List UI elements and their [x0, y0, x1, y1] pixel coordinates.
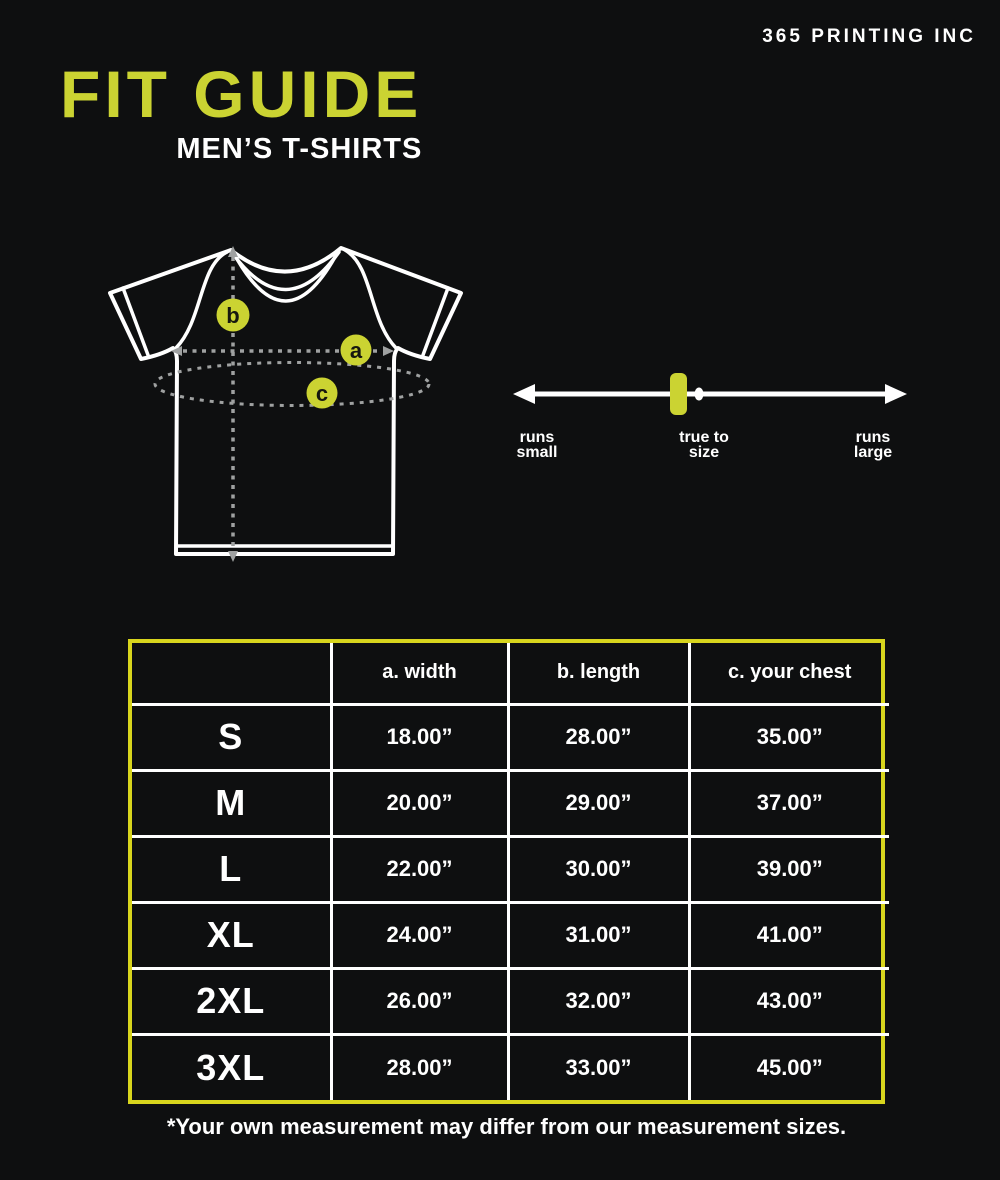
- table-row: [132, 1034, 889, 1100]
- page-title: FIT GUIDE: [60, 57, 423, 131]
- table-row: [132, 902, 889, 968]
- scale-label-line: small: [516, 444, 558, 461]
- scale-label-runs-small: [482, 430, 592, 460]
- tshirt-outline: [110, 248, 461, 554]
- table-row: [132, 704, 889, 770]
- size-cell: 2XL: [132, 968, 331, 1034]
- scale-label-line: runs: [519, 429, 555, 446]
- chest-cell: 35.00”: [689, 704, 889, 770]
- chest-marker-c: [307, 378, 338, 409]
- chest-cell: 39.00”: [689, 836, 889, 902]
- width-cell: 20.00”: [331, 770, 508, 836]
- page-subtitle: MEN’S T-SHIRTS: [176, 133, 423, 166]
- scale-label-true-to-size: [649, 430, 759, 460]
- width-cell: 24.00”: [331, 902, 508, 968]
- size-cell: M: [132, 770, 331, 836]
- width-cell: 28.00”: [331, 1034, 508, 1100]
- chest-cell: 45.00”: [689, 1034, 889, 1100]
- header-chest: c. your chest: [689, 643, 889, 704]
- chest-cell: 43.00”: [689, 968, 889, 1034]
- size-table: [128, 639, 885, 1104]
- length-cell: 32.00”: [508, 968, 689, 1034]
- width-cell: 26.00”: [331, 968, 508, 1034]
- svg-text:a: a: [349, 338, 363, 363]
- scale-label-line: large: [853, 444, 893, 461]
- tshirt-diagram: [103, 238, 468, 573]
- length-cell: 31.00”: [508, 902, 689, 968]
- size-cell: XL: [132, 902, 331, 968]
- width-marker-a: [341, 335, 372, 366]
- table-row: [132, 770, 889, 836]
- table-row: [132, 836, 889, 902]
- length-cell: 29.00”: [508, 770, 689, 836]
- scale-label-line: runs: [855, 429, 891, 446]
- scale-right-arrowhead: [885, 384, 907, 404]
- scale-label-line: size: [688, 444, 720, 461]
- chest-cell: 41.00”: [689, 902, 889, 968]
- width-cell: 18.00”: [331, 704, 508, 770]
- table-header-row: [132, 643, 889, 704]
- header-width: a. width: [331, 643, 508, 704]
- length-cell: 28.00”: [508, 704, 689, 770]
- size-cell: 3XL: [132, 1034, 331, 1100]
- length-marker-b: [217, 299, 250, 332]
- scale-tick-dot: [695, 388, 704, 401]
- brand-text: 365 PRINTING INC: [762, 26, 976, 47]
- length-cell: 33.00”: [508, 1034, 689, 1100]
- scale-label-line: true to: [679, 429, 729, 446]
- fit-scale: [505, 358, 915, 422]
- footnote: *Your own measurement may differ from our measurement sizes.: [166, 1114, 847, 1139]
- table-row: [132, 968, 889, 1034]
- length-cell: 30.00”: [508, 836, 689, 902]
- size-cell: L: [132, 836, 331, 902]
- chest-cell: 37.00”: [689, 770, 889, 836]
- scale-left-arrowhead: [513, 384, 535, 404]
- title-block: [60, 57, 423, 166]
- width-cell: 22.00”: [331, 836, 508, 902]
- scale-label-runs-large: [818, 430, 928, 460]
- svg-text:b: b: [226, 303, 240, 328]
- header-length: b. length: [508, 643, 689, 704]
- scale-position-marker: [670, 373, 687, 415]
- size-cell: S: [132, 704, 331, 770]
- svg-text:c: c: [315, 381, 329, 406]
- chest-measure-ellipse: [155, 363, 429, 406]
- header-size: [132, 643, 331, 704]
